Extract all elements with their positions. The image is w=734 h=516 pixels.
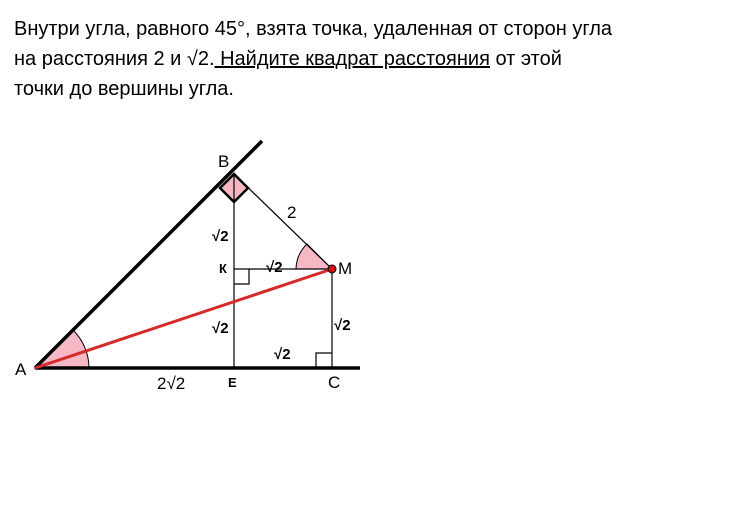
length-ec: √2 [274,346,291,363]
label-k: К [219,261,227,276]
problem-text-3: от этой [489,48,562,70]
right-angle-k [234,269,249,284]
angle-m-arc [296,244,332,269]
problem-task-underlined: Найдите квадрат расстояния [214,48,490,70]
label-b: B [218,152,230,171]
problem-text-1: Внутри угла, равного 45°, взята точка, удаленная от сторон угла [14,18,613,40]
point-m [328,265,336,273]
length-ke: √2 [212,320,229,337]
label-a: A [15,360,27,379]
problem-text-2: на расстояния 2 и √2. [14,48,215,70]
label-c: C [328,373,341,392]
length-ae: 2√2 [157,374,186,393]
length-mc: √2 [334,317,351,334]
length-bk: √2 [212,228,229,245]
length-km: √2 [266,259,283,276]
label-m: M [338,259,353,278]
length-bm: 2 [287,203,297,222]
label-e: E [228,375,237,390]
right-angle-c [316,353,332,368]
problem-text-4: точки до вершины угла. [14,78,234,100]
